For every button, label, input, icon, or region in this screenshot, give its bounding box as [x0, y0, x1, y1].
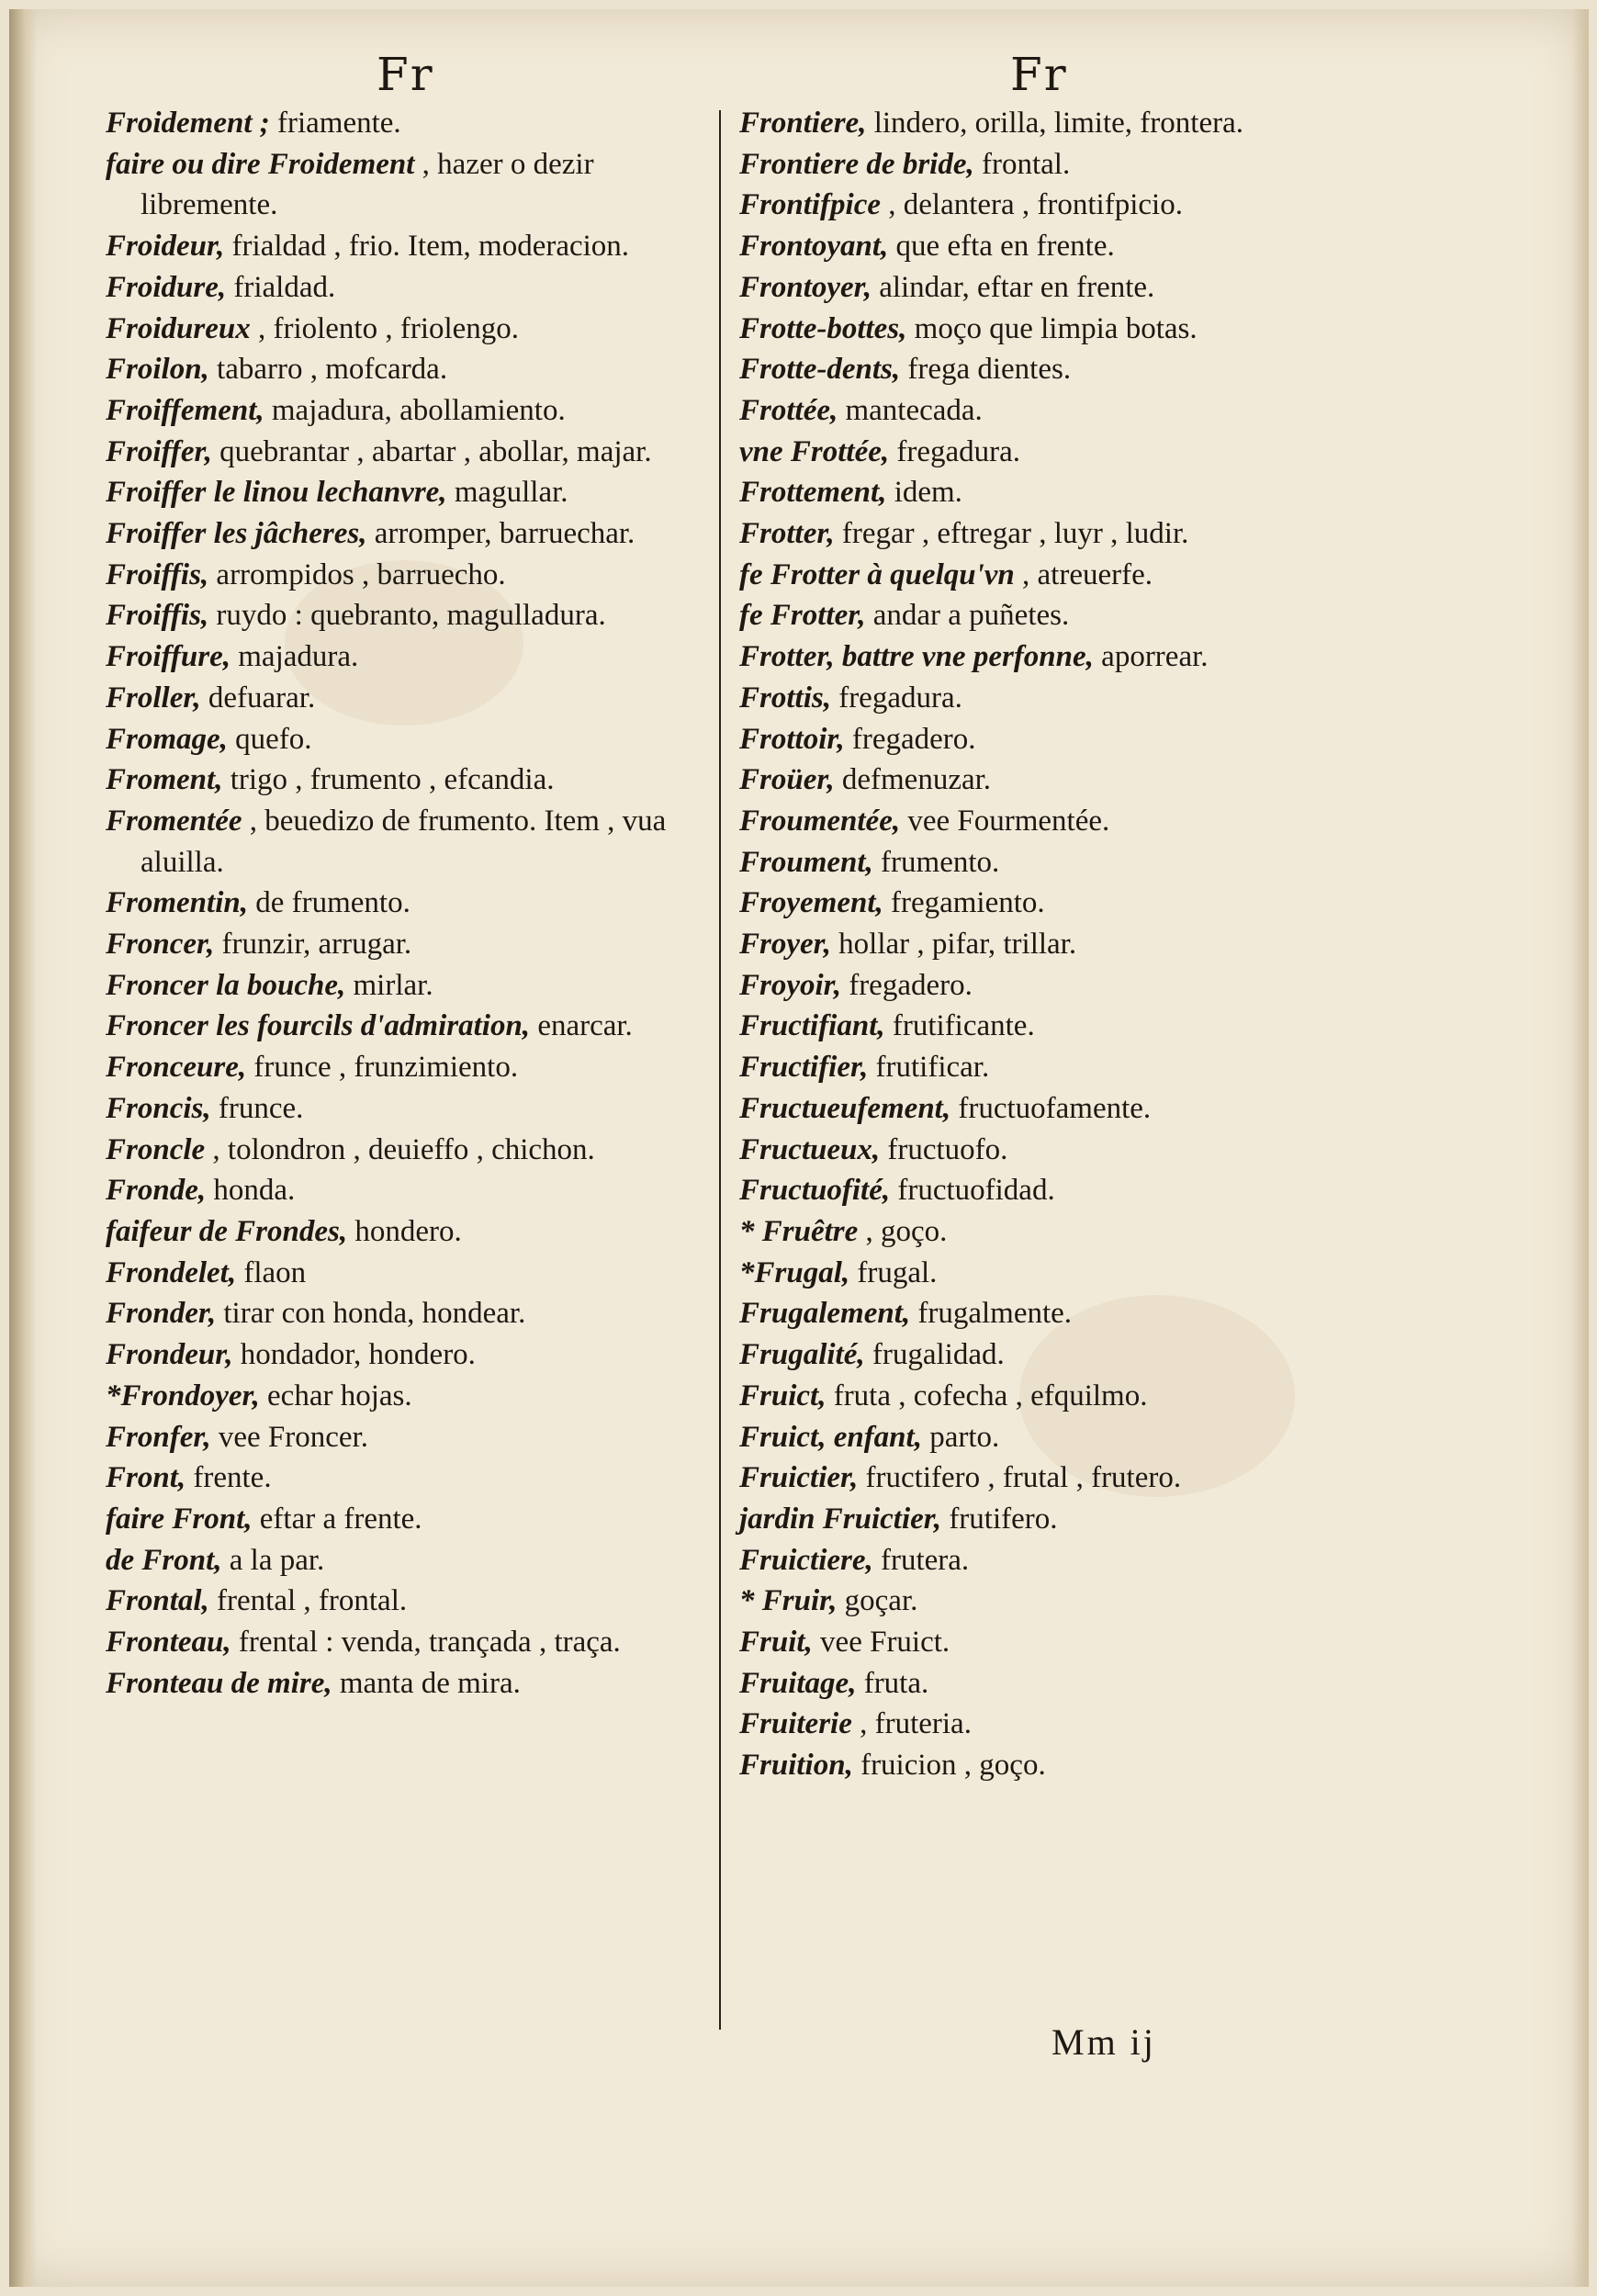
- dictionary-entry: [739, 1622, 1327, 1663]
- dictionary-entry: [739, 1745, 1327, 1786]
- dictionary-entry: [106, 636, 712, 678]
- page-binding-shadow: [9, 9, 37, 2287]
- entry-definition: frutera.: [881, 1543, 970, 1577]
- dictionary-entry: [106, 1170, 712, 1211]
- entry-definition: hondador, hondero.: [240, 1338, 476, 1372]
- entry-headword: Fronceure,: [106, 1051, 247, 1085]
- entry-headword: Froyement,: [739, 886, 883, 920]
- entry-headword: Froncle: [106, 1132, 206, 1166]
- dictionary-entry: [106, 678, 712, 719]
- dictionary-entry: [739, 185, 1327, 226]
- entry-headword: Fructifier,: [739, 1051, 869, 1085]
- dictionary-entry: [106, 924, 712, 965]
- entry-definition: frunzir, arrugar.: [221, 928, 412, 962]
- entry-definition: que efta en frente.: [895, 230, 1115, 264]
- dictionary-entry: [106, 267, 712, 309]
- entry-headword: Froncer la bouche,: [106, 968, 346, 1002]
- dictionary-entry: [106, 555, 712, 596]
- entry-headword: Froiffer,: [106, 434, 212, 468]
- dictionary-entry: [106, 226, 712, 267]
- dictionary-entry: [106, 513, 712, 555]
- entry-definition: fruicion , goço.: [860, 1749, 1046, 1783]
- entry-definition: fregadura.: [838, 681, 962, 715]
- entry-headword: Froyoir,: [739, 968, 841, 1002]
- dictionary-entry: [106, 432, 712, 473]
- running-head-right: Fr: [1010, 48, 1068, 101]
- entry-definition: a la par.: [229, 1543, 325, 1577]
- entry-headword: Froment,: [106, 763, 223, 797]
- entry-headword: jardin Fruictier,: [739, 1502, 942, 1536]
- entry-definition: , goço.: [865, 1214, 948, 1248]
- dictionary-entry: [739, 1540, 1327, 1581]
- dictionary-entry: [106, 883, 712, 924]
- entry-headword: * Fruir,: [739, 1584, 838, 1618]
- entry-definition: hollar , pifar, trillar.: [838, 928, 1077, 962]
- entry-definition: vee Fruict.: [820, 1626, 950, 1660]
- dictionary-entry: [739, 760, 1327, 801]
- dictionary-entry: [106, 1663, 712, 1705]
- dictionary-entry: [739, 1581, 1327, 1622]
- entry-headword: Fronteau de mire,: [106, 1666, 332, 1700]
- entry-headword: Frondeur,: [106, 1338, 233, 1372]
- dictionary-entry: [106, 1253, 712, 1294]
- dictionary-entry: [106, 1293, 712, 1334]
- entry-headword: faifeur de Frondes,: [106, 1214, 348, 1248]
- entry-definition: fregadero.: [851, 722, 976, 756]
- entry-headword: Frugalement,: [739, 1297, 911, 1331]
- dictionary-entry: [739, 226, 1327, 267]
- entry-headword: Froidureux: [106, 311, 251, 345]
- dictionary-entry: [739, 1293, 1327, 1334]
- dictionary-entry: [739, 1704, 1327, 1745]
- dictionary-entry: [739, 801, 1327, 842]
- entry-definition: friamente.: [277, 107, 401, 140]
- dictionary-entry: [106, 1006, 712, 1047]
- entry-definition: lindero, orilla, limite, frontera.: [873, 107, 1243, 140]
- entry-headword: Fronteau,: [106, 1626, 231, 1660]
- entry-definition: frugalidad.: [872, 1338, 1005, 1372]
- entry-headword: Frottement,: [739, 476, 887, 510]
- entry-headword: Fruit,: [739, 1626, 813, 1660]
- entry-definition: fruta , cofecha , efquilmo.: [833, 1379, 1148, 1412]
- entry-headword: Fructuofité,: [739, 1174, 891, 1208]
- entry-headword: Fromentée: [106, 804, 242, 838]
- entry-definition: fregadura.: [896, 434, 1021, 468]
- entry-headword: Frontal,: [106, 1584, 209, 1618]
- dictionary-entry: [106, 1376, 712, 1417]
- dictionary-entry: [739, 267, 1327, 309]
- dictionary-entry: [106, 595, 712, 636]
- entry-headword: Frotte-bottes,: [739, 311, 907, 345]
- entry-definition: frunce , frunzimiento.: [253, 1051, 519, 1085]
- entry-headword: Fronde,: [106, 1174, 207, 1208]
- entry-headword: Fruictier,: [739, 1461, 859, 1495]
- entry-definition: fructuofo.: [887, 1132, 1008, 1166]
- dictionary-entry: [739, 1170, 1327, 1211]
- dictionary-entry: [106, 965, 712, 1007]
- entry-definition: frutificar.: [875, 1051, 990, 1085]
- dictionary-entry: [739, 1499, 1327, 1540]
- entry-headword: Fruictiere,: [739, 1543, 873, 1577]
- entry-definition: tirar con honda, hondear.: [223, 1297, 526, 1331]
- entry-headword: de Front,: [106, 1543, 222, 1577]
- dictionary-entry: [739, 103, 1327, 144]
- entry-definition: frega dientes.: [907, 353, 1072, 387]
- dictionary-entry: [106, 760, 712, 801]
- dictionary-entry: [106, 801, 712, 883]
- entry-headword: Fructueux,: [739, 1132, 881, 1166]
- entry-headword: Frontoyant,: [739, 230, 889, 264]
- entry-definition: alindar, eftar en frente.: [879, 270, 1155, 304]
- entry-headword: Fruict, enfant,: [739, 1420, 922, 1454]
- entry-definition: tabarro , mofcarda.: [217, 353, 448, 387]
- dictionary-entry: [739, 924, 1327, 965]
- entry-headword: Frottoir,: [739, 722, 845, 756]
- dictionary-entry: [739, 883, 1327, 924]
- entry-definition: majadura.: [238, 640, 359, 674]
- dictionary-entry: [106, 1211, 712, 1253]
- dictionary-entry: [106, 390, 712, 432]
- entry-definition: goçar.: [844, 1584, 918, 1618]
- dictionary-entry: [739, 1663, 1327, 1705]
- dictionary-entry: [106, 1622, 712, 1663]
- entry-headword: * Fruêtre: [739, 1214, 859, 1248]
- dictionary-entry: [106, 1047, 712, 1088]
- dictionary-entry: [739, 1006, 1327, 1047]
- dictionary-entry: [739, 678, 1327, 719]
- entry-definition: mirlar.: [353, 968, 433, 1002]
- entry-headword: Fructueufement,: [739, 1091, 951, 1125]
- entry-headword: Froument,: [739, 845, 873, 879]
- entry-definition: , fruteria.: [860, 1707, 972, 1741]
- entry-definition: frunce.: [218, 1091, 304, 1125]
- entry-headword: Fruiterie: [739, 1707, 852, 1741]
- page-edge-shadow: [1572, 9, 1589, 2287]
- running-head-left: Fr: [377, 48, 434, 101]
- entry-headword: Frotte-dents,: [739, 353, 901, 387]
- entry-definition: ruydo : quebranto, magulladura.: [216, 599, 606, 633]
- dictionary-entry: [739, 432, 1327, 473]
- entry-definition: de frumento.: [255, 886, 410, 920]
- dictionary-entry: [739, 349, 1327, 390]
- entry-definition: manta de mira.: [339, 1666, 521, 1700]
- entry-headword: Froilon,: [106, 353, 209, 387]
- entry-headword: Froncis,: [106, 1091, 211, 1125]
- entry-headword: Frondelet,: [106, 1255, 237, 1289]
- entry-definition: majadura, abollamiento.: [271, 393, 566, 427]
- entry-definition: arrompidos , barruecho.: [216, 557, 506, 591]
- entry-headword: Frugalité,: [739, 1338, 865, 1372]
- entry-definition: eftar a frente.: [259, 1502, 422, 1536]
- entry-definition: echar hojas.: [267, 1379, 412, 1412]
- entry-headword: Froiffer le linou lechanvre,: [106, 476, 447, 510]
- entry-definition: frugal.: [857, 1255, 938, 1289]
- entry-headword: Froiffer les jâcheres,: [106, 517, 367, 551]
- entry-headword: Froller,: [106, 681, 201, 715]
- entry-headword: Froiffure,: [106, 640, 231, 674]
- entry-definition: frental , frontal.: [217, 1584, 408, 1618]
- entry-definition: fruta.: [863, 1666, 929, 1700]
- dictionary-entry: [739, 1130, 1327, 1171]
- dictionary-entry: [739, 309, 1327, 350]
- entry-definition: frontal.: [981, 147, 1071, 181]
- dictionary-entry: [739, 1417, 1327, 1458]
- entry-definition: fructuofamente.: [958, 1091, 1152, 1125]
- entry-definition: arromper, barruechar.: [374, 517, 635, 551]
- entry-definition: hondero.: [354, 1214, 462, 1248]
- entry-headword: Froncer,: [106, 928, 215, 962]
- dictionary-entry: [739, 965, 1327, 1007]
- entry-definition: , tolondron , deuieffo , chichon.: [212, 1132, 595, 1166]
- entry-headword: Froüer,: [739, 763, 835, 797]
- dictionary-entry: [106, 1334, 712, 1376]
- dictionary-entry: [106, 349, 712, 390]
- entry-headword: Fructifiant,: [739, 1009, 885, 1043]
- dictionary-entry: [739, 555, 1327, 596]
- entry-headword: Frottée,: [739, 393, 838, 427]
- entry-definition: andar a puñetes.: [872, 599, 1070, 633]
- entry-definition: flaon: [243, 1255, 307, 1289]
- entry-definition: honda.: [213, 1174, 296, 1208]
- entry-headword: Frontiere de bride,: [739, 147, 974, 181]
- dictionary-entry: [739, 842, 1327, 884]
- entry-headword: Froncer les fourcils d'admiration,: [106, 1009, 531, 1043]
- entry-definition: , hazer o dezir libremente.: [141, 147, 594, 222]
- entry-headword: Froyer,: [739, 928, 831, 962]
- entry-definition: fregar , eftregar , luyr , ludir.: [841, 517, 1189, 551]
- dictionary-entry: [106, 103, 712, 144]
- entry-headword: Froiffis,: [106, 557, 209, 591]
- entry-definition: defmenuzar.: [841, 763, 992, 797]
- dictionary-entry: [106, 1417, 712, 1458]
- dictionary-entry: [739, 1088, 1327, 1130]
- entry-headword: faire ou dire Froidement: [106, 147, 415, 181]
- dictionary-entry: [739, 390, 1327, 432]
- entry-definition: vee Froncer.: [218, 1420, 368, 1454]
- entry-headword: Frontifpice: [739, 188, 881, 222]
- entry-definition: , delantera , frontifpicio.: [888, 188, 1183, 222]
- entry-definition: frumento.: [881, 845, 1000, 879]
- entry-definition: frente.: [193, 1461, 272, 1495]
- dictionary-entry: [106, 144, 712, 226]
- entry-definition: frental : venda, trançada , traça.: [238, 1626, 621, 1660]
- entry-definition: enarcar.: [537, 1009, 633, 1043]
- entry-headword: Froumentée,: [739, 804, 901, 838]
- dictionary-entry: [739, 513, 1327, 555]
- dictionary-entry: [106, 1499, 712, 1540]
- entry-definition: quebrantar , abartar , abollar, majar.: [219, 434, 652, 468]
- entry-headword: Frontoyer,: [739, 270, 872, 304]
- entry-definition: defuarar.: [208, 681, 316, 715]
- right-column: [739, 103, 1327, 1786]
- entry-headword: Fruition,: [739, 1749, 853, 1783]
- dictionary-entry: [739, 1047, 1327, 1088]
- entry-definition: vee Fourmentée.: [907, 804, 1110, 838]
- entry-definition: trigo , frumento , efcandia.: [230, 763, 555, 797]
- entry-headword: Froiffement,: [106, 393, 264, 427]
- dictionary-entry: [739, 719, 1327, 760]
- dictionary-entry: [739, 595, 1327, 636]
- dictionary-entry: [739, 1211, 1327, 1253]
- entry-headword: faire Front,: [106, 1502, 253, 1536]
- entry-definition: frutificante.: [892, 1009, 1035, 1043]
- entry-headword: Fromentin,: [106, 886, 248, 920]
- dictionary-entry: [739, 1458, 1327, 1499]
- entry-headword: Fruitage,: [739, 1666, 857, 1700]
- entry-headword: Frotter, battre vne perfonne,: [739, 640, 1094, 674]
- entry-definition: magullar.: [454, 476, 568, 510]
- entry-headword: Frottis,: [739, 681, 831, 715]
- entry-definition: quefo.: [235, 722, 312, 756]
- entry-definition: frugalmente.: [917, 1297, 1073, 1331]
- entry-definition: mantecada.: [845, 393, 983, 427]
- signature-mark: Mm ij: [1052, 2021, 1156, 2063]
- entry-definition: frialdad , frio. Item, moderacion.: [231, 230, 630, 264]
- entry-definition: fructuofidad.: [897, 1174, 1055, 1208]
- entry-headword: Fronder,: [106, 1297, 217, 1331]
- entry-headword: vne Frottée,: [739, 434, 890, 468]
- column-divider: [719, 110, 721, 2030]
- entry-definition: , friolento , friolengo.: [257, 311, 520, 345]
- entry-headword: Froideur,: [106, 230, 225, 264]
- entry-definition: frialdad.: [233, 270, 336, 304]
- entry-headword: *Frugal,: [739, 1255, 850, 1289]
- entry-headword: Froiffis,: [106, 599, 209, 633]
- dictionary-entry: [106, 309, 712, 350]
- entry-definition: aporrear.: [1101, 640, 1209, 674]
- entry-definition: fregadero.: [849, 968, 973, 1002]
- entry-headword: Fruict,: [739, 1379, 827, 1412]
- dictionary-entry: [106, 1581, 712, 1622]
- dictionary-entry: [739, 1253, 1327, 1294]
- dictionary-entry: [739, 144, 1327, 186]
- dictionary-entry: [106, 472, 712, 513]
- left-column: [106, 103, 712, 1704]
- entry-headword: Frontiere,: [739, 107, 867, 140]
- entry-headword: Fromage,: [106, 722, 228, 756]
- dictionary-entry: [739, 1334, 1327, 1376]
- entry-definition: , atreuerfe.: [1022, 557, 1153, 591]
- entry-definition: parto.: [929, 1420, 1000, 1454]
- entry-headword: Front,: [106, 1461, 186, 1495]
- entry-headword: Fronfer,: [106, 1420, 211, 1454]
- entry-headword: Frotter,: [739, 517, 835, 551]
- dictionary-entry: [739, 1376, 1327, 1417]
- entry-definition: fregamiento.: [890, 886, 1045, 920]
- dictionary-entry: [106, 1130, 712, 1171]
- dictionary-entry: [106, 1458, 712, 1499]
- entry-headword: *Frondoyer,: [106, 1379, 260, 1412]
- entry-headword: fe Frotter,: [739, 599, 866, 633]
- entry-definition: fructifero , frutal , frutero.: [865, 1461, 1182, 1495]
- entry-definition: moço que limpia botas.: [914, 311, 1198, 345]
- entry-headword: fe Frotter à quelqu'vn: [739, 557, 1015, 591]
- dictionary-entry: [106, 1540, 712, 1581]
- entry-definition: idem.: [894, 476, 962, 510]
- dictionary-entry: [739, 636, 1327, 678]
- entry-headword: Froidure,: [106, 270, 227, 304]
- dictionary-entry: [739, 472, 1327, 513]
- entry-definition: frutifero.: [949, 1502, 1058, 1536]
- dictionary-entry: [106, 1088, 712, 1130]
- dictionary-entry: [106, 719, 712, 760]
- entry-headword: Froidement ;: [106, 107, 270, 140]
- entry-definition: , beuedizo de frumento. Item , vua aluilla.: [141, 804, 667, 879]
